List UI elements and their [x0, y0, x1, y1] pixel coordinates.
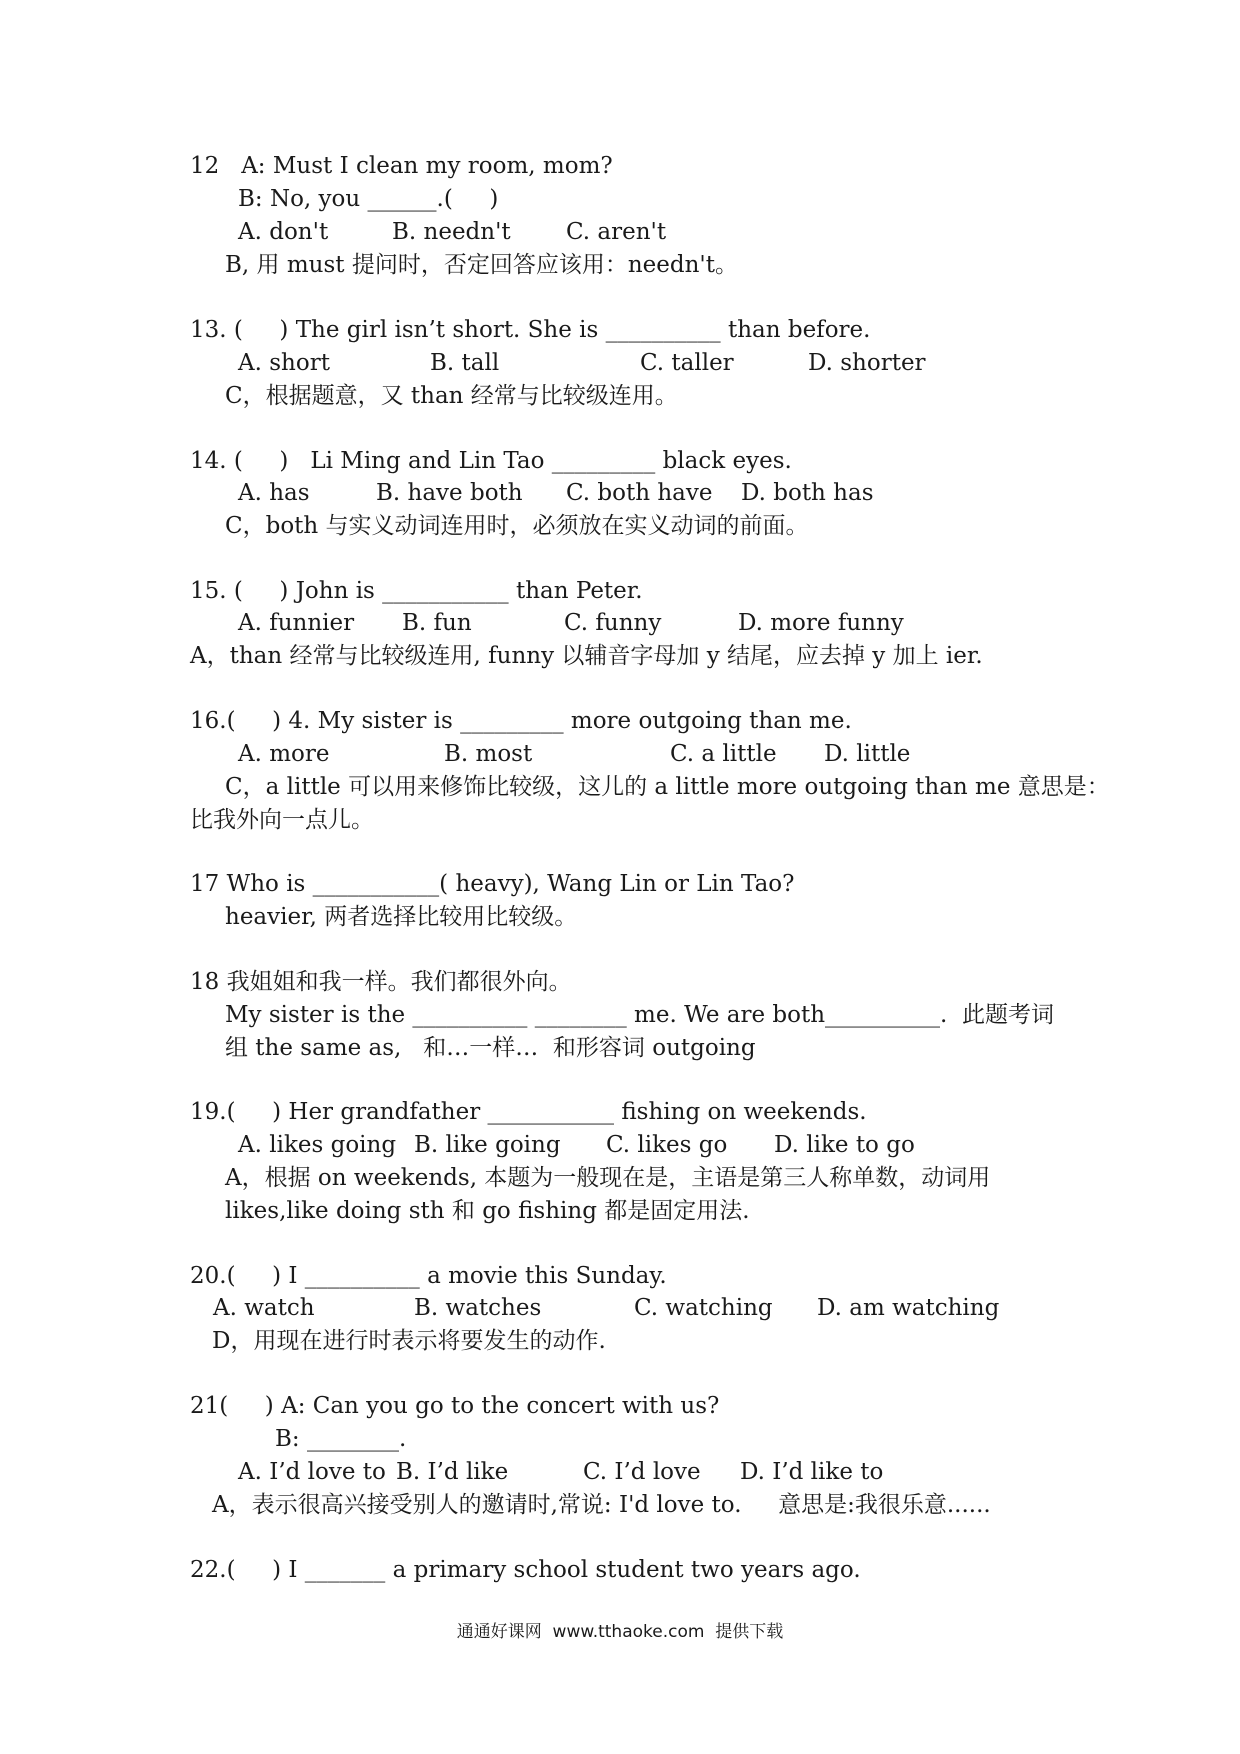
- q15-option-d: D. more funny: [738, 610, 904, 636]
- q16-option-a: A. more: [238, 741, 330, 767]
- q12-stem: 12 A: Must I clean my room, mom?: [190, 153, 613, 179]
- q20-answer: D，用现在进行时表示将要发生的动作.: [212, 1328, 606, 1354]
- page-footer: 通通好课网 www.tthaoke.com 提供下载: [456, 1622, 784, 1642]
- q13-option-a: A. short: [238, 350, 330, 376]
- q19-option-d: D. like to go: [774, 1132, 915, 1158]
- q12-option-a: A. don't: [238, 219, 329, 245]
- q15-option-b: B. fun: [402, 610, 472, 636]
- q19-option-a: A. likes going: [238, 1132, 397, 1158]
- q13-option-b: B. tall: [430, 350, 500, 376]
- q13-option-c: C. taller: [640, 350, 734, 376]
- q16-answer-line2: 比我外向一点儿。: [190, 807, 374, 833]
- q21-option-d: D. I’d like to: [740, 1459, 884, 1485]
- q19-stem: 19.( ) Her grandfather ___________ fishing on weekends.: [190, 1099, 867, 1125]
- q21-option-c: C. I’d love: [583, 1459, 701, 1485]
- q17-answer: heavier, 两者选择比较用比较级。: [225, 904, 578, 930]
- q18-blank-line: My sister is the __________ ________ me. We are both__________. 此题考词: [225, 1002, 1054, 1028]
- q20-option-a: A. watch: [213, 1295, 315, 1321]
- q21-option-a: A. I’d love to: [238, 1459, 386, 1485]
- q16-answer-line1: C，a little 可以用来修饰比较级，这儿的 a little more outgoing than me 意思是：: [225, 774, 1110, 800]
- q17-stem: 17 Who is ___________( heavy), Wang Lin or Lin Tao?: [190, 871, 795, 897]
- q12-answer: B, 用 must 提问时，否定回答应该用：needn't。: [225, 252, 738, 278]
- q15-stem: 15. ( ) John is ___________ than Peter.: [190, 578, 643, 604]
- q20-stem: 20.( ) I __________ a movie this Sunday.: [190, 1263, 667, 1289]
- q14-stem: 14. ( ) Li Ming and Lin Tao _________ black eyes.: [190, 448, 792, 474]
- q15-answer: A，than 经常与比较级连用, funny 以辅音字母加 y 结尾，应去掉 y 加上 ier.: [190, 643, 983, 669]
- q21-option-b: B. I’d like: [396, 1459, 509, 1485]
- q13-option-d: D. shorter: [808, 350, 926, 376]
- q20-option-d: D. am watching: [817, 1295, 1000, 1321]
- q19-answer-line1: A，根据 on weekends, 本题为一般现在是，主语是第三人称单数，动词用: [225, 1165, 991, 1191]
- q18-stem: 18 我姐姐和我一样。我们都很外向。: [190, 969, 572, 995]
- q12-option-c: C. aren't: [566, 219, 667, 245]
- q14-option-d: D. both has: [741, 480, 874, 506]
- q18-answer: 组 the same as, 和…一样… 和形容词 outgoing: [225, 1035, 756, 1061]
- q12-option-b: B. needn't: [392, 219, 511, 245]
- q19-answer-line2: likes,like doing sth 和 go fishing 都是固定用法.: [225, 1198, 750, 1224]
- q13-stem: 13. ( ) The girl isn’t short. She is __________ than before.: [190, 317, 871, 343]
- q20-option-b: B. watches: [414, 1295, 542, 1321]
- q19-option-b: B. like going: [414, 1132, 561, 1158]
- q14-option-c: C. both have: [566, 480, 713, 506]
- q21-answer: A，表示很高兴接受别人的邀请时,常说: I'd love to. 意思是:我很乐意......: [212, 1492, 991, 1518]
- q20-option-c: C. watching: [634, 1295, 773, 1321]
- q15-option-c: C. funny: [564, 610, 662, 636]
- q19-option-c: C. likes go: [606, 1132, 728, 1158]
- q22-stem: 22.( ) I _______ a primary school student two years ago.: [190, 1557, 861, 1583]
- q21-stem: 21( ) A: Can you go to the concert with us?: [190, 1393, 720, 1419]
- q16-option-d: D. little: [824, 741, 911, 767]
- q16-option-b: B. most: [444, 741, 533, 767]
- q13-answer: C，根据题意，又 than 经常与比较级连用。: [225, 383, 678, 409]
- q15-option-a: A. funnier: [238, 610, 355, 636]
- q12-reply: B: No, you ______.( ): [238, 186, 499, 212]
- q16-option-c: C. a little: [670, 741, 777, 767]
- q16-stem: 16.( ) 4. My sister is _________ more outgoing than me.: [190, 708, 852, 734]
- q14-answer: C，both 与实义动词连用时，必须放在实义动词的前面。: [225, 513, 809, 539]
- q14-option-b: B. have both: [376, 480, 523, 506]
- q21-reply: B: ________.: [275, 1426, 407, 1452]
- q14-option-a: A. has: [238, 480, 310, 506]
